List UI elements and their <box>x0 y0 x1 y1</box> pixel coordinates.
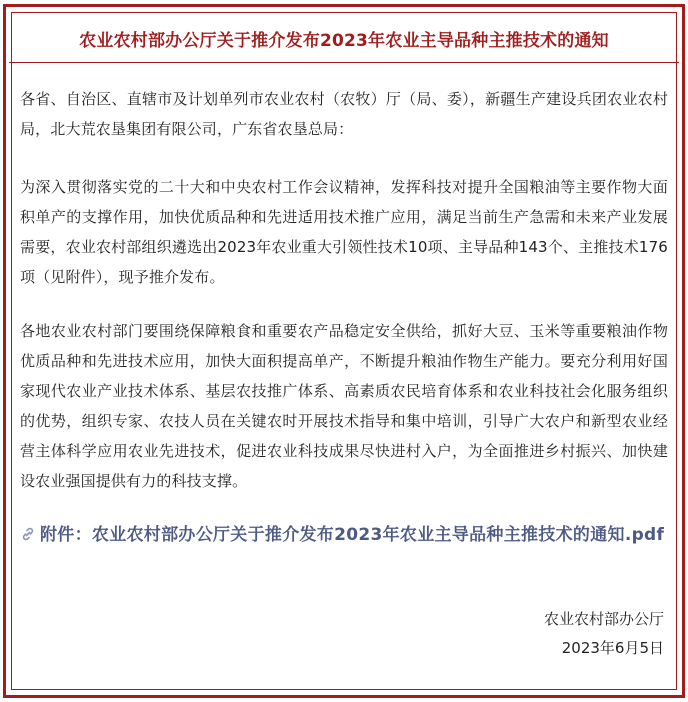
salutation-paragraph: 各省、自治区、直辖市及计划单列市农业农村（农牧）厅（局、委），新疆生产建设兵团农业农村局，北大荒农垦集团有限公司，广东省农垦总局： <box>20 90 668 138</box>
signature-date: 2023年6月5日 <box>561 639 664 657</box>
body-paragraph-2: 各地农业农村部门要围绕保障粮食和重要农产品稳定安全供给，抓好大豆、玉米等重要粮油作物优质品种和先进技术应用，加快大面积提高单产，不断提升粮油作物生产能力。要充分利用好国家现代农业产业技术体系、基层农技推广体系、高素质农民培育体系和农业科技社会化服务组织的优势，组织专家、农技人员在关键农时开展技术指导和集中培训，引导广大农户和新型农业经营主体科学应用农业先进技术，促进农业科技成果尽快进村入户，为全面推进乡村振兴、加快建设农业强国提供有力的科技支撑。 <box>20 322 668 490</box>
link-icon <box>20 522 36 538</box>
attachment-link[interactable] <box>20 520 668 550</box>
signature-organization: 农业农村部办公厅 <box>543 610 664 628</box>
title-divider <box>9 62 679 63</box>
notice-title: 农业农村部办公厅关于推介发布2023年农业主导品种主推技术的通知 <box>79 31 609 51</box>
attachment-label[interactable]: 附件：农业农村部办公厅关于推介发布2023年农业主导品种主推技术的通知.pdf <box>40 525 665 545</box>
body-paragraph-1: 为深入贯彻落实党的二十大和中央农村工作会议精神，发挥科技对提升全国粮油等主要作物大面积单产的支撑作用，加快优质品种和先进适用技术推广应用，满足当前生产急需和未来产业发展需要，农业农村部组织遴选出2023年农业重大引领性技术10项、主导品种143个、主推技术176项（见附件），现予推介发布。 <box>20 178 668 286</box>
